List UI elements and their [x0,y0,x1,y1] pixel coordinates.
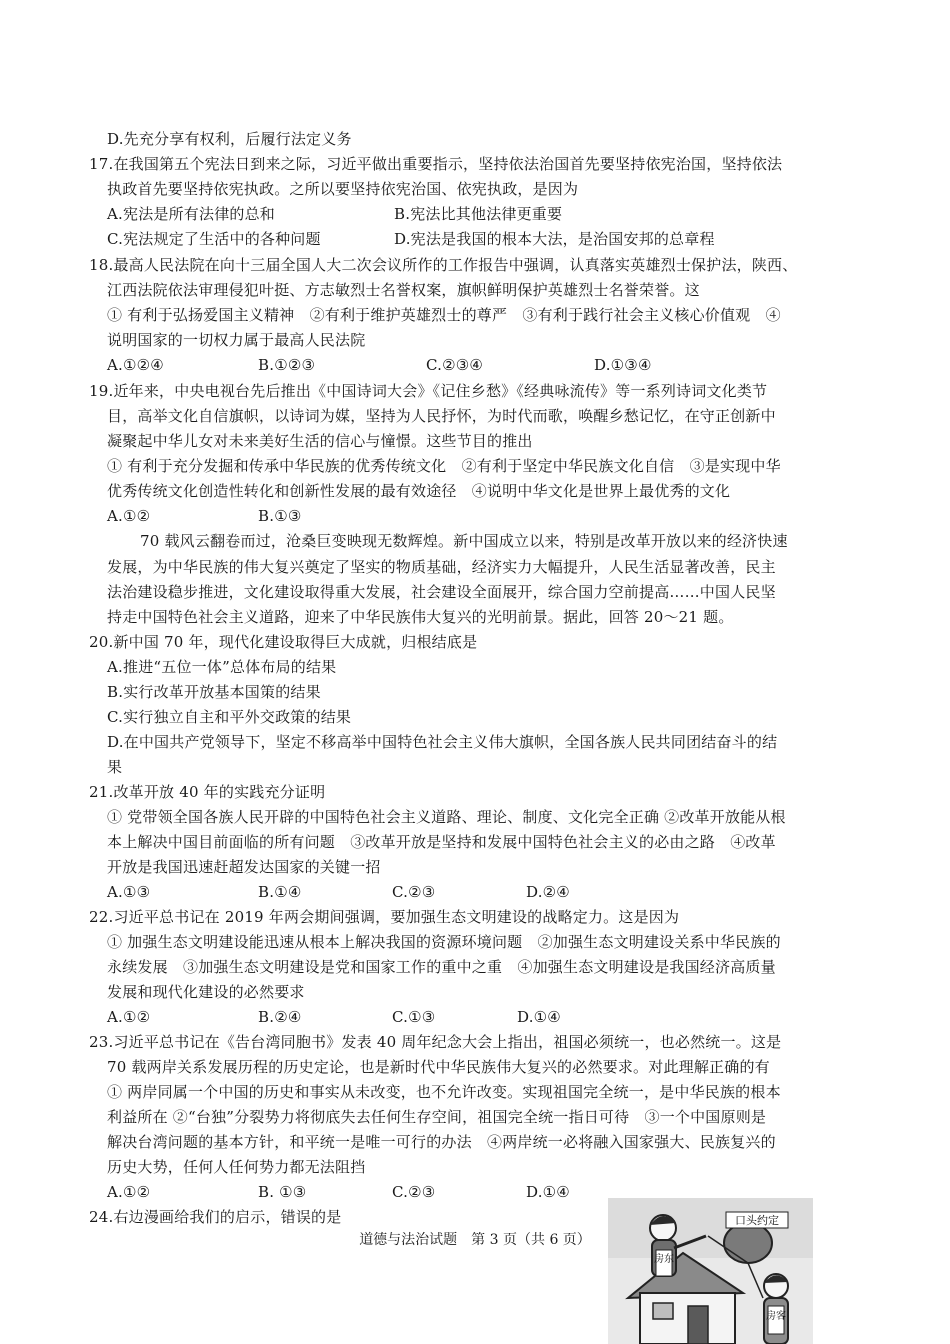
text-line: B.实行改革开放基本国策的结果 [107,683,321,701]
text-line: 说明国家的一切权力属于最高人民法院 [107,331,366,349]
tenant-label: 房客 [766,1311,786,1322]
text-line: C.①③ [392,1008,436,1026]
text-line: 24.右边漫画给我们的启示，错误的是 [89,1208,342,1226]
text-line: B.①②③ [258,356,316,374]
text-line: A.宪法是所有法律的总和 [107,205,276,223]
text-line: 执政首先要坚持依宪执政。之所以要坚持依宪治国、依宪执政，是因为 [107,180,579,198]
text-line: 利益所在 ②“台独”分裂势力将彻底失去任何生存空间，祖国完全统一指日可待 ③一个中国原则是 [107,1108,767,1126]
text-line: C.②③ [392,883,436,901]
text-line: ① 两岸同属一个中国的历史和事实从未改变，也不允许改变。实现祖国完全统一，是中华民族的根本 [107,1083,781,1101]
text-line: 目，高举文化自信旗帜，以诗词为媒，坚持为人民抒怀，为时代而歌，唤醒乡愁记忆，在守正创新中 [107,407,776,425]
text-line: 20.新中国 70 年，现代化建设取得巨大成就，归根结底是 [89,633,478,651]
text-line: 持走中国特色社会主义道路，迎来了中华民族伟大复兴的光明前景。据此，回答 20～21 题。 [107,608,734,626]
text-line: B.①④ [258,883,302,901]
text-line: A.①② [107,507,151,525]
text-line: B.②④ [258,1008,302,1026]
text-line: B.①③ [258,507,302,525]
text-line: D.宪法是我国的根本大法，是治国安邦的总章程 [394,230,715,248]
text-line: A.①② [107,1183,151,1201]
text-line: C.宪法规定了生活中的各种问题 [107,230,321,248]
text-line: A.①③ [107,883,151,901]
text-line: ① 有利于弘扬爱国主义精神 ②有利于维护英雄烈士的尊严 ③有利于践行社会主义核心价值观 ④ [107,306,781,324]
text-line: 70 载风云翻卷而过，沧桑巨变映现无数辉煌。新中国成立以来，特别是改革开放以来的经济快速 [140,532,788,550]
text-line: 19.近年来，中央电视台先后推出《中国诗词大会》《记住乡愁》《经典咏流传》等一系列诗词文化类节 [89,382,768,400]
text-line: A.①②④ [107,356,164,374]
cartoon-drawing [608,1198,813,1344]
text-line: 17.在我国第五个宪法日到来之际，习近平做出重要指示，坚持依法治国首先要坚持依宪治国，坚持依法 [89,155,783,173]
text-line: B.宪法比其他法律更重要 [394,205,563,223]
text-line: 果 [107,758,123,776]
text-line: D.①③④ [594,356,652,374]
text-line: 凝聚起中华儿女对未来美好生活的信心与憧憬。这些节目的推出 [107,432,533,450]
cartoon-illustration [608,1198,813,1344]
text-line: 发展，为中华民族的伟大复兴奠定了坚实的物质基础，经济实力大幅提升，人民生活显著改善，民主 [107,558,776,576]
landlord-label: 房东 [654,1254,674,1265]
page-footer: 道德与法治试题 第 3 页（共 6 页） [359,1232,591,1248]
text-line: ① 加强生态文明建设能迅速从根本上解决我国的资源环境问题 ②加强生态文明建设关系中华民族的 [107,933,781,951]
text-line: A.①② [107,1008,151,1026]
text-line: ① 有利于充分发掘和传承中华民族的优秀传统文化 ②有利于坚定中华民族文化自信 ③是实现中华 [107,457,781,475]
text-line: 优秀传统文化创造性转化和创新性发展的最有效途径 ④说明中华文化是世界上最优秀的文化 [107,482,731,500]
text-line: D.先充分享有权利，后履行法定义务 [107,130,352,148]
text-line: 解决台湾问题的基本方针，和平统一是唯一可行的办法 ④两岸统一必将融入国家强大、民族复兴的 [107,1133,776,1151]
text-line: D.在中国共产党领导下，坚定不移高举中国特色社会主义伟大旗帜，全国各族人民共同团结奋斗的结 [107,733,778,751]
text-line: 永续发展 ③加强生态文明建设是党和国家工作的重中之重 ④加强生态文明建设是我国经济高质量 [107,958,776,976]
text-line: 开放是我国迅速赶超发达国家的关键一招 [107,858,381,876]
speech-label: 口头约定 [735,1214,779,1227]
text-line: ① 党带领全国各族人民开辟的中国特色社会主义道路、理论、制度、文化完全正确 ②改革开放能从根 [107,808,786,826]
text-line: 70 载两岸关系发展历程的历史定论，也是新时代中华民族伟大复兴的必然要求。对此理解正确的有 [107,1058,770,1076]
text-line: D.①④ [526,1183,570,1201]
text-line: D.①④ [517,1008,561,1026]
text-line: C.实行独立自主和平外交政策的结果 [107,708,352,726]
text-line: C.②③④ [426,356,484,374]
text-line: C.②③ [392,1183,436,1201]
text-line: 22.习近平总书记在 2019 年两会期间强调，要加强生态文明建设的战略定力。这是因为 [89,908,680,926]
text-line: 21.改革开放 40 年的实践充分证明 [89,783,326,801]
text-line: 本上解决中国目前面临的所有问题 ③改革开放是坚持和发展中国特色社会主义的必由之路 ④改革 [107,833,776,851]
text-line: 法治建设稳步推进，文化建设取得重大发展，社会建设全面展开，综合国力空前提高……中国人民坚 [107,583,776,601]
text-line: 历史大势，任何人任何势力都无法阻挡 [107,1158,366,1176]
text-line: B. ①③ [258,1183,307,1201]
text-line: A.推进“五位一体”总体布局的结果 [107,658,337,676]
text-line: 发展和现代化建设的必然要求 [107,983,305,1001]
text-line: 23.习近平总书记在《告台湾同胞书》发表 40 周年纪念大会上指出，祖国必须统一，也必然统一。这是 [89,1033,782,1051]
text-line: 江西法院依法审理侵犯叶挺、方志敏烈士名誉权案，旗帜鲜明保护英雄烈士名誉荣誉。这 [107,281,700,299]
text-line: D.②④ [526,883,570,901]
text-line: 18.最高人民法院在向十三届全国人大二次会议所作的工作报告中强调，认真落实英雄烈士保护法，陕西、 [89,256,798,274]
